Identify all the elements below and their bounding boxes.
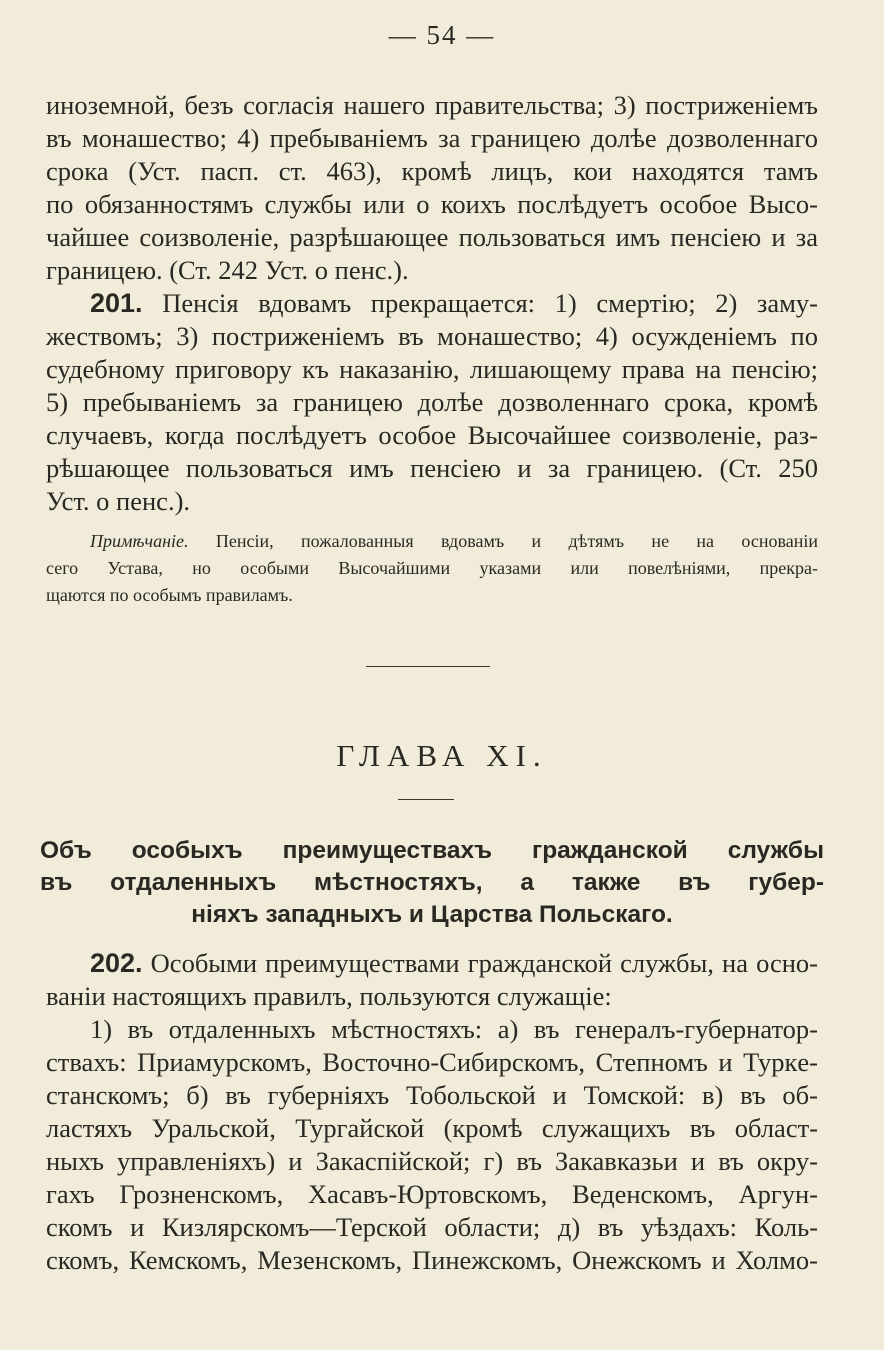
- text-line: 5) пребываніемъ за границею долѣе дозволеннаго срока, кромѣ: [46, 387, 818, 417]
- text-line: иноземной, безъ согласія нашего правительства; 3) постриженіемъ: [46, 90, 818, 120]
- text-fragment: Пенсія вдовамъ прекращается: 1) смертію; 2) заму-: [162, 288, 818, 318]
- note-label: Примѣчаніе.: [90, 531, 189, 551]
- text-line: границею. (Ст. 242 Уст. о пенс.).: [46, 255, 409, 285]
- text-line: [46, 947, 818, 980]
- text-line: скомъ и Кизлярскомъ—Терской области; д) въ уѣздахъ: Коль-: [46, 1212, 818, 1242]
- text-line: 1) въ отдаленныхъ мѣстностяхъ: а) въ генералъ-губернатор-: [90, 1014, 818, 1044]
- separator-rule: [366, 666, 490, 667]
- text-line: гахъ Грозненскомъ, Хасавъ-Юртовскомъ, Веденскомъ, Аргун-: [46, 1179, 818, 1209]
- text-fragment: Пенсіи, пожалованныя вдовамъ и дѣтямъ не на основаніи: [215, 531, 819, 551]
- text-line: ластяхъ Уральской, Тургайской (кромѣ служащихъ въ област-: [46, 1113, 818, 1143]
- paragraph-continuation: [46, 89, 818, 287]
- text-line: ствахъ: Приамурскомъ, Восточно-Сибирскомъ, Степномъ и Туркe-: [46, 1047, 818, 1077]
- separator-rule-short: [398, 799, 454, 800]
- text-line: щаются по особымъ правиламъ.: [46, 585, 293, 605]
- text-line: [46, 528, 818, 555]
- text-line: случаевъ, когда послѣдуетъ особое Высочайшее соизволеніе, раз-: [46, 420, 818, 450]
- heading-line: ніяхъ западныхъ и Царства Польскаго.: [191, 901, 673, 928]
- text-line: Уст. о пенс.).: [46, 486, 191, 516]
- footnote-remark: [46, 528, 818, 609]
- article-number: 201.: [90, 288, 143, 318]
- text-line: срока (Уст. пасп. ст. 463), кромѣ лицъ, кои находятся тамъ: [46, 156, 818, 186]
- text-line: жествомъ; 3) постриженіемъ въ монашество; 4) осужденіемъ по: [46, 321, 818, 351]
- text-line: ваніи настоящихъ правилъ, пользуются служащіе:: [46, 981, 612, 1011]
- chapter-title: ГЛАВА XI.: [336, 738, 548, 773]
- text-line: ныхъ управленіяхъ) и Закаспійской; г) въ Закавказьи и въ окру-: [46, 1146, 818, 1176]
- article-number: 202.: [90, 948, 143, 978]
- text-line: судебному приговору къ наказанію, лишающему права на пенсію;: [46, 354, 818, 384]
- heading-line: Объ особыхъ преимуществахъ гражданской службы: [40, 837, 824, 864]
- page-number: — 54 —: [388, 20, 496, 50]
- chapter-heading: [40, 835, 824, 931]
- text-line: рѣшающее пользоваться имъ пенсіею и за границею. (Ст. 250: [46, 453, 818, 483]
- article-202: [46, 947, 818, 1277]
- text-line: въ монашество; 4) пребываніемъ за границею долѣе дозволеннаго: [46, 123, 818, 153]
- article-201: [46, 287, 818, 518]
- text-line: [46, 287, 818, 320]
- text-line: по обязанностямъ службы или о коихъ послѣдуетъ особое Высо-: [46, 189, 818, 219]
- text-line: сего Устава, но особыми Высочайшими указами или повелѣніями, прекра-: [46, 558, 818, 578]
- text-line: станскомъ; б) въ губерніяхъ Тобольской и Томской: в) въ об-: [46, 1080, 818, 1110]
- text-line: чайшее соизволеніе, разрѣшающее пользоваться имъ пенсіею и за: [46, 222, 818, 252]
- text-fragment: Особыми преимуществами гражданской службы, на осно-: [150, 948, 818, 978]
- heading-line: въ отдаленныхъ мѣстностяхъ, а также въ губер-: [40, 869, 824, 896]
- text-line: скомъ, Кемскомъ, Мезенскомъ, Пинежскомъ, Онежскомъ и Холмо-: [46, 1245, 818, 1275]
